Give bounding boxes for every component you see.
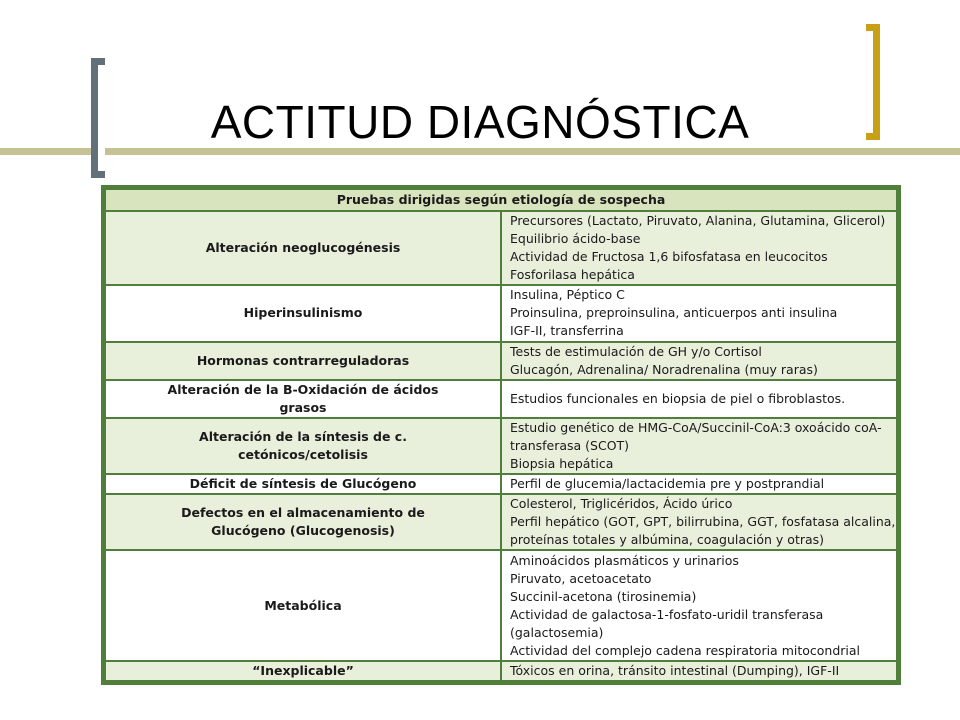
row-item: Perfil hepático (GOT, GPT, bilirrubina, GGT, fosfatasa alcalina, xyxy=(510,514,896,530)
row-label: Hiperinsulinismo xyxy=(105,285,501,341)
row-items xyxy=(501,474,897,494)
diagnostic-table-grid xyxy=(104,188,898,682)
row-items xyxy=(501,661,897,681)
row-item: Tests de estimulación de GH y/o Cortisol xyxy=(510,343,762,359)
row-item: Precursores (Lactato, Piruvato, Alanina, Glutamina, Glicerol) xyxy=(510,213,886,229)
table-row xyxy=(105,661,897,681)
row-item: Piruvato, acetoacetato xyxy=(510,570,652,586)
row-label-line: Alteración de la síntesis de c. xyxy=(199,428,407,444)
table-row xyxy=(105,342,897,380)
row-item: Biopsia hepática xyxy=(510,455,614,471)
row-item: Fosforilasa hepática xyxy=(510,267,635,283)
slide-title: ACTITUD DIAGNÓSTICA xyxy=(210,96,750,148)
row-label: Déficit de síntesis de Glucógeno xyxy=(105,474,501,494)
row-items xyxy=(501,494,897,550)
row-item: proteínas totales y albúmina, coagulación y otras) xyxy=(510,532,825,548)
table-row xyxy=(105,285,897,341)
table-header-row xyxy=(105,189,897,211)
row-label-line: Alteración de la B-Oxidación de ácidos xyxy=(167,381,439,397)
row-label-line: Defectos en el almacenamiento de xyxy=(181,505,425,521)
table-row xyxy=(105,474,897,494)
row-items xyxy=(501,418,897,474)
row-item: Aminoácidos plasmáticos y urinarios xyxy=(510,552,739,568)
table-row xyxy=(105,418,897,474)
row-items xyxy=(501,380,897,418)
row-item: Estudio genético de HMG-CoA/Succinil-CoA:3 oxoácido coA- xyxy=(510,419,882,435)
row-item: Actividad del complejo cadena respiratoria mitocondrial xyxy=(510,642,861,658)
row-item: Perfil de glucemia/lactacidemia pre y postprandial xyxy=(510,476,825,492)
row-item: (galactosemia) xyxy=(510,624,604,640)
row-items xyxy=(501,211,897,285)
row-label: Alteración neoglucogénesis xyxy=(105,211,501,285)
row-items xyxy=(501,285,897,341)
table-header: Pruebas dirigidas según etiología de sospecha xyxy=(105,189,897,211)
row-label-line: grasos xyxy=(279,399,327,415)
row-label: Metabólica xyxy=(105,550,501,660)
row-items xyxy=(501,342,897,380)
row-label xyxy=(105,418,501,474)
row-item: Glucagón, Adrenalina/ Noradrenalina (muy raras) xyxy=(510,361,818,377)
row-label xyxy=(105,494,501,550)
row-label-line: cetónicos/cetolisis xyxy=(238,446,368,462)
row-item: Insulina, Péptico C xyxy=(510,287,625,303)
row-item: Proinsulina, preproinsulina, anticuerpos anti insulina xyxy=(510,305,838,321)
row-item: Succinil-acetona (tirosinemia) xyxy=(510,588,697,604)
table-row xyxy=(105,494,897,550)
diagnostic-table xyxy=(101,185,901,685)
row-item: IGF-II, transferrina xyxy=(510,323,624,339)
row-label: “Inexplicable” xyxy=(105,661,501,681)
row-label xyxy=(105,380,501,418)
row-item: Actividad de galactosa-1-fosfato-uridil transferasa xyxy=(510,606,824,622)
table-row xyxy=(105,211,897,285)
table-row xyxy=(105,380,897,418)
row-label: Hormonas contrarreguladoras xyxy=(105,342,501,380)
row-label-line: Glucógeno (Glucogenosis) xyxy=(211,523,395,539)
row-items xyxy=(501,550,897,660)
row-item: Estudios funcionales en biopsia de piel o fibroblastos. xyxy=(510,390,846,406)
row-item: Actividad de Fructosa 1,6 bifosfatasa en leucocitos xyxy=(510,249,828,265)
row-item: Tóxicos en orina, tránsito intestinal (Dumping), IGF-II xyxy=(510,662,840,678)
row-item: Equilibrio ácido-base xyxy=(510,231,641,247)
table-row xyxy=(105,550,897,660)
row-item: Colesterol, Triglicéridos, Ácido úrico xyxy=(510,496,733,512)
row-item: transferasa (SCOT) xyxy=(510,437,630,453)
